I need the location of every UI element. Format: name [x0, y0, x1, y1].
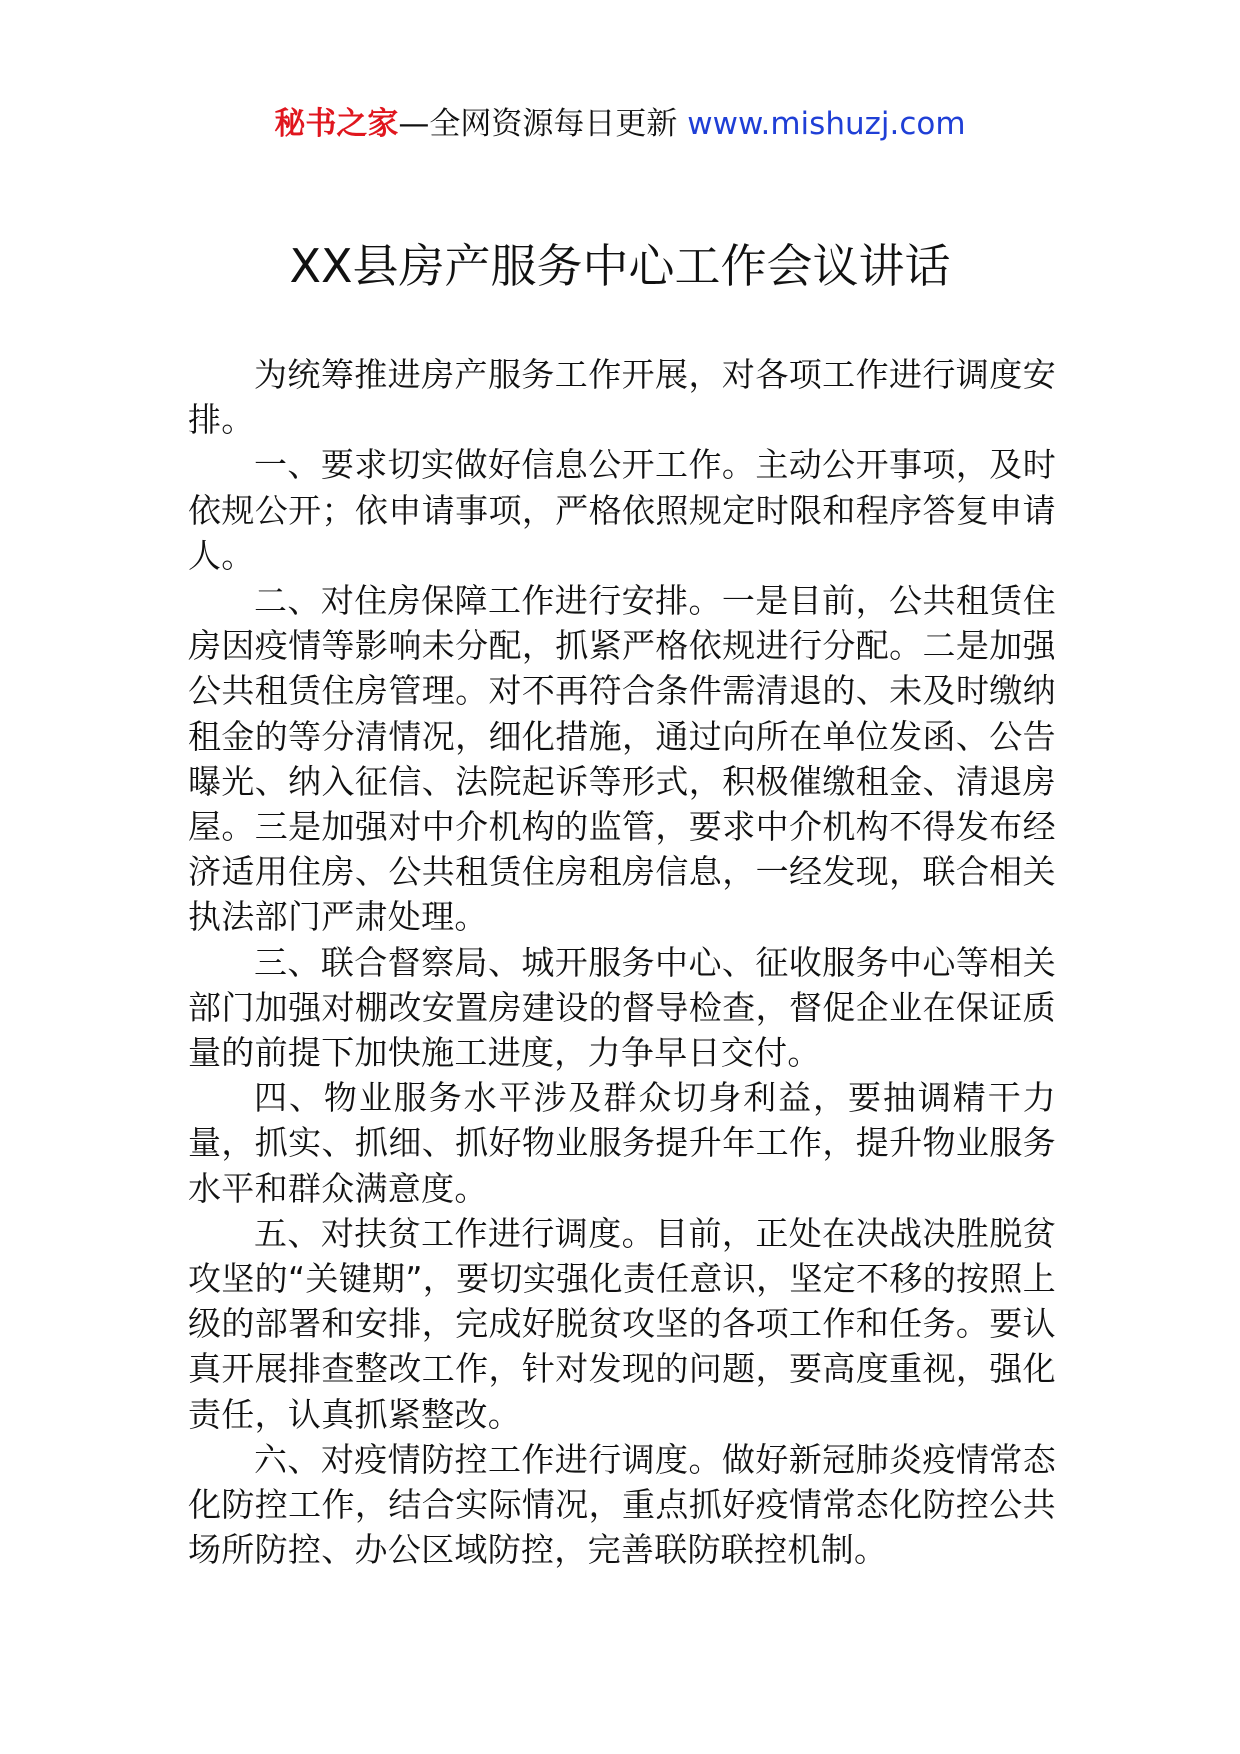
paragraph-item-1: 一、要求切实做好信息公开工作。主动公开事项，及时依规公开；依申请事项，严格依照规定时限和程序答复申请人。: [188, 445, 1056, 575]
paragraph-intro: 为统筹推进房产服务工作开展，对各项工作进行调度安排。: [188, 355, 1056, 440]
site-header: [0, 104, 1240, 144]
paragraph-item-2: 二、对住房保障工作进行安排。一是目前，公共租赁住房因疫情等影响未分配，抓紧严格依规进行分配。二是加强公共租赁住房管理。对不再符合条件需清退的、未及时缴纳租金的等分清情况，细化措施，通过向所在单位发函、公告曝光、纳入征信、法院起诉等形式，积极催缴租金、清退房屋。三是加强对中介机构的监管，要求中介机构不得发布经济适用住房、公共租赁住房租房信息，一经发现，联合相关执法部门严肃处理。: [188, 581, 1056, 937]
paragraph-item-3: 三、联合督察局、城开服务中心、征收服务中心等相关部门加强对棚改安置房建设的督导检查，督促企业在保证质量的前提下加快施工进度，力争早日交付。: [188, 942, 1056, 1073]
document-title: XX县房产服务中心工作会议讲话: [289, 239, 951, 293]
paragraph-item-5: 五、对扶贫工作进行调度。目前，正处在决战决胜脱贫攻坚的“关键期”，要切实强化责任意识，坚定不移的按照上级的部署和安排，完成好脱贫攻坚的各项工作和任务。要认真开展排查整改工作，针对发现的问题，要高度重视，强化责任，认真抓紧整改。: [188, 1213, 1056, 1434]
site-brand: 秘书之家: [274, 106, 399, 142]
document-body: [188, 352, 1056, 1572]
site-url[interactable]: www.mishuzj.com: [687, 106, 966, 142]
site-slogan: —全网资源每日更新: [398, 106, 678, 142]
paragraph-item-6: 六、对疫情防控工作进行调度。做好新冠肺炎疫情常态化防控工作，结合实际情况，重点抓好疫情常态化防控公共场所防控、办公区域防控，完善联防联控机制。: [188, 1439, 1056, 1570]
paragraph-item-4: 四、物业服务水平涉及群众切身利益，要抽调精干力量，抓实、抓细、抓好物业服务提升年工作，提升物业服务水平和群众满意度。: [188, 1078, 1056, 1208]
